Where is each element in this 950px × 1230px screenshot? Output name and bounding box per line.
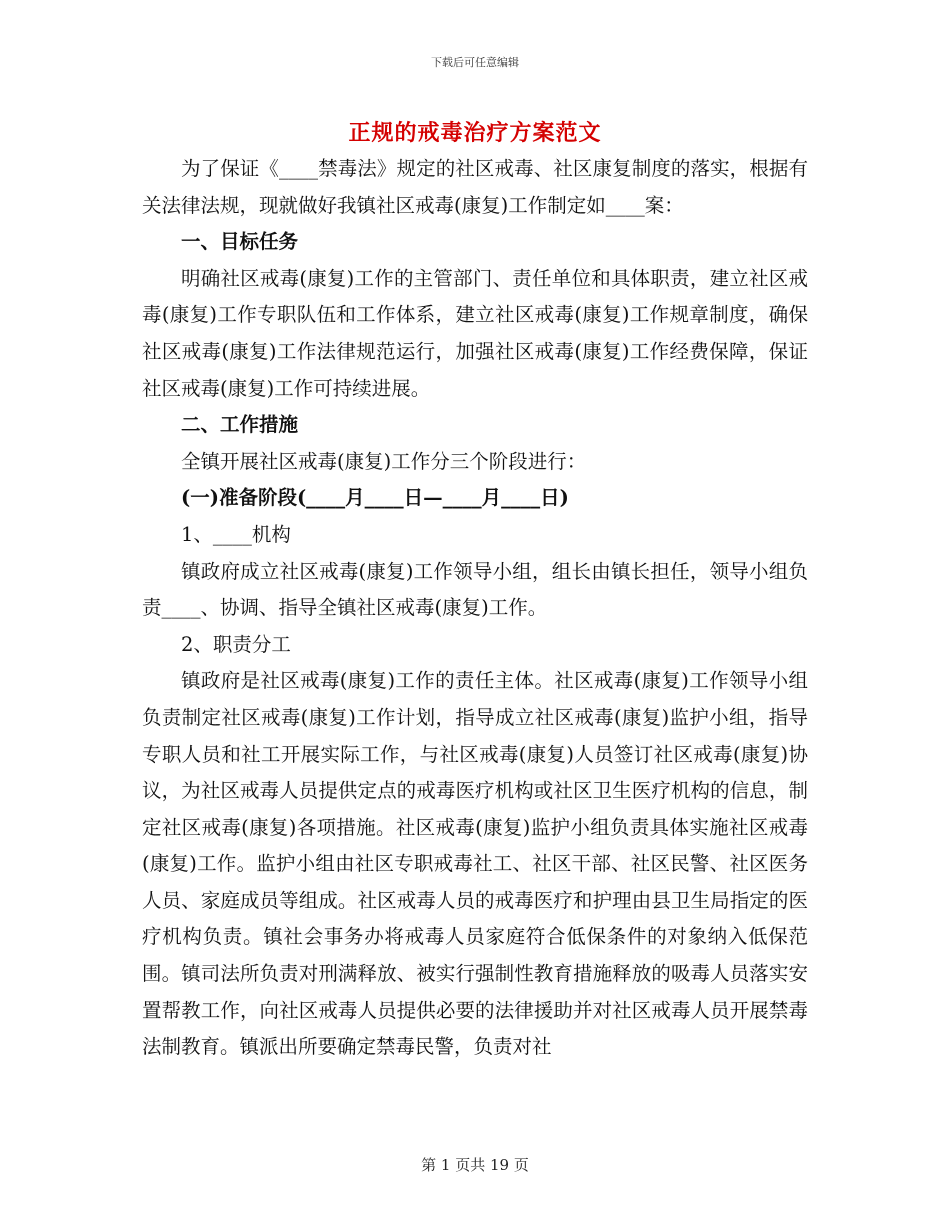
section-heading-measures: 二、工作措施 [181, 413, 299, 437]
document-title: 正规的戒毒治疗方案范文 [348, 120, 602, 146]
document-body [142, 151, 808, 1066]
section-heading-goals: 一、目标任务 [181, 230, 299, 254]
paragraph-responsibilities: 镇政府是社区戒毒(康复)工作的责任主体。社区戒毒(康复)工作领导小组负责制定社区戒毒(康复)工作计划，指导成立社区戒毒(康复)监护小组，指导专职人员和社工开展实际工作，与社区戒毒(康复)人员签订社区戒毒(康复)协议，为社区戒毒人员提供定点的戒毒医疗机构或社区卫生医疗机构的信息，制定社区戒毒(康复)各项措施。社区戒毒(康复)监护小组负责具体实施社区戒毒(康复)工作。监护小组由社区专职戒毒社工、社区干部、社区民警、社区医务人员、家庭成员等组成。社区戒毒人员的戒毒医疗和护理由县卫生局指定的医疗机构负责。镇社会事务办将戒毒人员家庭符合低保条件的对象纳入低保范围。镇司法所负责对刑满释放、被实行强制性教育措施释放的吸毒人员落实安置帮教工作，向社区戒毒人员提供必要的法律援助并对社区戒毒人员开展禁毒法制教育。镇派出所要确定禁毒民警，负责对社 [142, 669, 808, 1059]
page-number-footer: 第 1 页共 19 页 [421, 1156, 529, 1174]
paragraph-goals: 明确社区戒毒(康复)工作的主管部门、责任单位和具体职责，建立社区戒毒(康复)工作专职队伍和工作体系，建立社区戒毒(康复)工作规章制度，确保社区戒毒(康复)工作法律规范运行，加强社区戒毒(康复)工作经费保障，保证社区戒毒(康复)工作可持续进展。 [142, 266, 808, 400]
paragraph-leading-group: 镇政府成立社区戒毒(康复)工作领导小组，组长由镇长担任，领导小组负责____、协调、指导全镇社区戒毒(康复)工作。 [142, 559, 808, 620]
item-heading-1: 1、____机构 [181, 522, 291, 546]
paragraph-phases: 全镇开展社区戒毒(康复)工作分三个阶段进行： [181, 449, 587, 473]
subheading-preparation: (一)准备阶段(____月____日—____月____日) [181, 486, 569, 510]
item-heading-2: 2、职责分工 [181, 632, 291, 656]
header-note: 下载后可任意编辑 [431, 56, 519, 69]
paragraph-intro: 为了保证《____禁毒法》规定的社区戒毒、社区康复制度的落实，根据有关法律法规，现就做好我镇社区戒毒(康复)工作制定如____案： [142, 157, 808, 217]
